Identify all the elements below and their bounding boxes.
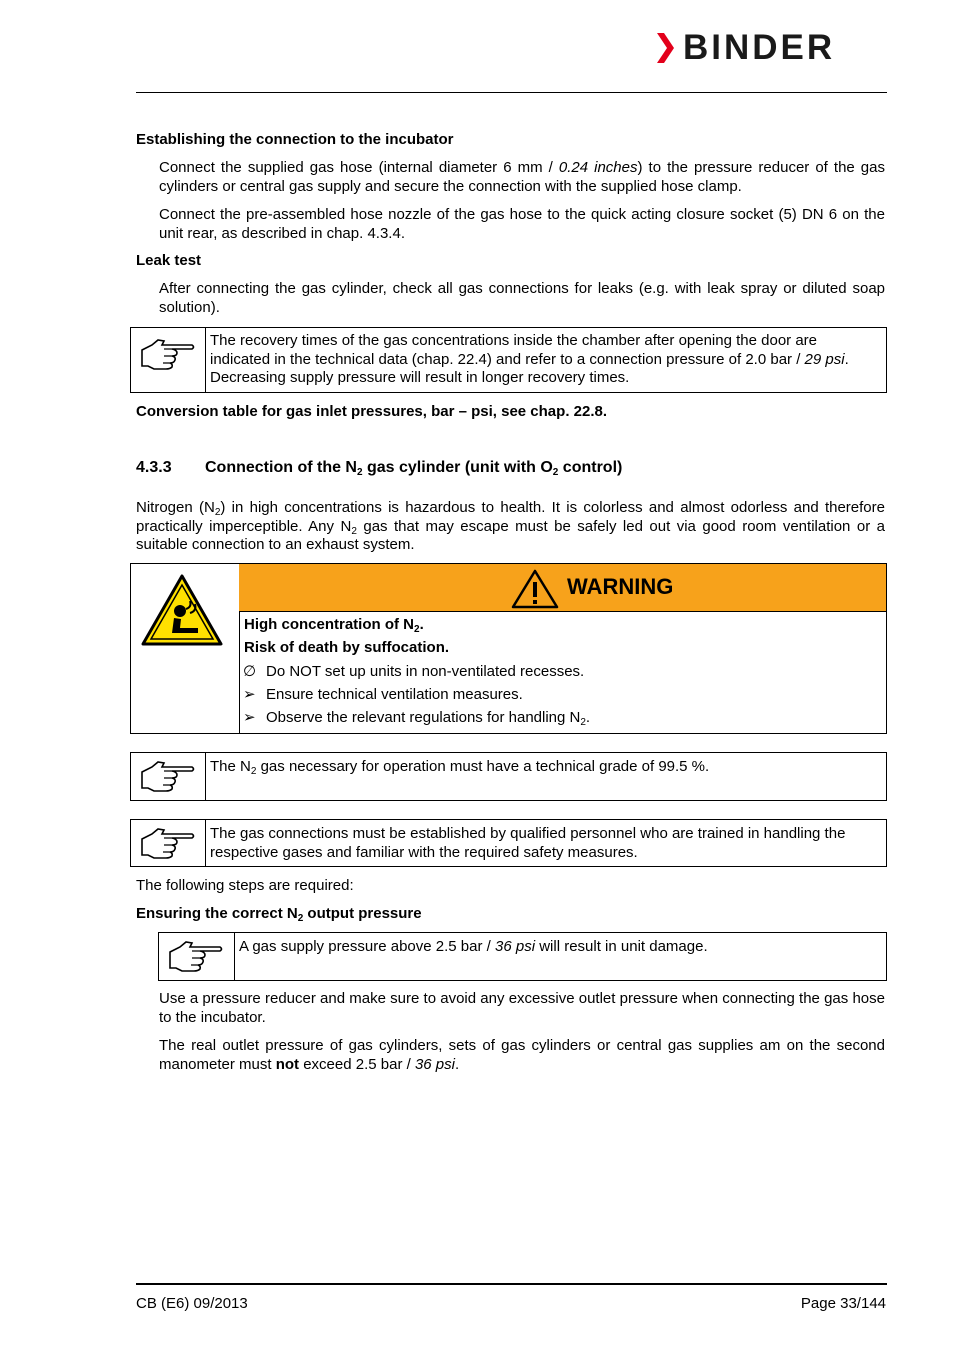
note-text-qualified-personnel: The gas connections must be established by qualified personnel who are trained in handling the respective gases and familiar with the required safety measures.: [210, 825, 846, 861]
pointing-hand-icon: [138, 759, 196, 793]
brand-name: BINDER: [683, 28, 836, 67]
paragraph-hose-nozzle: Connect the pre-assembled hose nozzle of the gas hose to the quick acting closure socket (5) DN 6 on the unit rear, as described in chap. 4.3.4.: [159, 206, 885, 242]
warning-consequence-line: Risk of death by suffocation.: [244, 639, 450, 656]
warning-item: ∅ Do NOT set up units in non-ventilated recesses.: [243, 663, 585, 680]
conversion-table-note: Conversion table for gas inlet pressures, bar – psi, see chap. 22.8.: [136, 403, 608, 420]
exclamation-triangle-icon: [511, 569, 559, 609]
paragraph-hose-connection: Connect the supplied gas hose (internal diameter 6 mm / 0.24 inches) to the pressure reducer of the gas cylinders or central gas supply and secure the connection with the supplied hose clamp.: [159, 159, 885, 195]
warning-header: [239, 564, 886, 612]
warning-item: ➢ Ensure technical ventilation measures.: [243, 686, 523, 703]
warning-item: ➢ Observe the relevant regulations for handling $N_2$.: [243, 709, 591, 728]
note-icon-cell: [131, 820, 206, 866]
note-icon-cell: [131, 753, 206, 800]
note-text-technical-grade: The $N_2$ gas necessary for operation must have a technical grade of 99.5 %.: [210, 758, 710, 777]
pointing-hand-icon: [166, 939, 224, 973]
note-box-qualified-personnel: [130, 819, 887, 867]
section-heading-leak-test: Leak test: [136, 252, 202, 269]
paragraph-pressure-reducer: Use a pressure reducer and make sure to avoid any excessive outlet pressure when connecting the gas hose to the incubator.: [159, 990, 885, 1026]
paragraph-leak-test: After connecting the gas cylinder, check all gas connections for leaks (e.g. with leak spray or diluted soap solution).: [159, 280, 885, 316]
binder-logo-mark-icon: [655, 30, 677, 66]
arrow-bullet-icon: ➢: [243, 686, 256, 703]
note-icon-cell: [159, 933, 235, 980]
steps-intro: The following steps are required:: [136, 877, 354, 894]
warning-title: WARNING: [567, 574, 674, 599]
paragraph-nitrogen-hazard: Nitrogen $(N_2)$ in high concentrations is hazardous to health. It is colorless and almost odorless and therefore practically imperceptible. Any $N_2$ gas that may escape must be safely led out via good room ventilation or a suitable connection to an exhaust system.: [136, 499, 886, 553]
prohibition-symbol-icon: ∅: [243, 663, 257, 680]
note-icon-cell: [131, 328, 206, 392]
section-heading-connection: Establishing the connection to the incubator: [136, 131, 454, 148]
footer-document-id: CB (E6) 09/2013: [136, 1295, 248, 1312]
header-rule: [136, 92, 887, 93]
warning-hazard-line: High concentration of $N_2$.: [244, 616, 424, 635]
binder-logo: [655, 30, 887, 66]
note-text-supply-pressure: A gas supply pressure above 2.5 bar / 36 psi will result in unit damage.: [239, 938, 708, 955]
paragraph-outlet-pressure: The real outlet pressure of gas cylinders, sets of gas cylinders or central gas supplies am on the second manometer must not exceed 2.5 bar / 36 psi.: [159, 1037, 885, 1073]
pointing-hand-icon: [138, 337, 196, 371]
pointing-hand-icon: [138, 826, 196, 860]
note-text-recovery-times: The recovery times of the gas concentrations inside the chamber after opening the door are indicated in the technical data (chap. 22.4) and refer to a connection pressure of 2.0 bar / 29 psi. Decreasing supply pressure will result in longer recovery times.: [210, 332, 849, 386]
footer-page-number: Page 33/144: [800, 1295, 886, 1312]
section-heading-output-pressure: Ensuring the correct $N_2$ output pressure: [136, 905, 422, 924]
arrow-bullet-icon: ➢: [243, 709, 256, 726]
warning-icon-cell: [131, 564, 240, 733]
section-title: Connection of the $N_2$ gas cylinder (unit with $O_2$ control): [205, 459, 623, 478]
note-box-technical-grade: [130, 752, 887, 801]
note-box-recovery-times: [130, 327, 887, 393]
section-number: 4.3.3: [136, 459, 172, 476]
footer-rule: [136, 1283, 887, 1285]
note-box-supply-pressure: [158, 932, 887, 981]
suffocation-hazard-icon: [140, 573, 224, 647]
